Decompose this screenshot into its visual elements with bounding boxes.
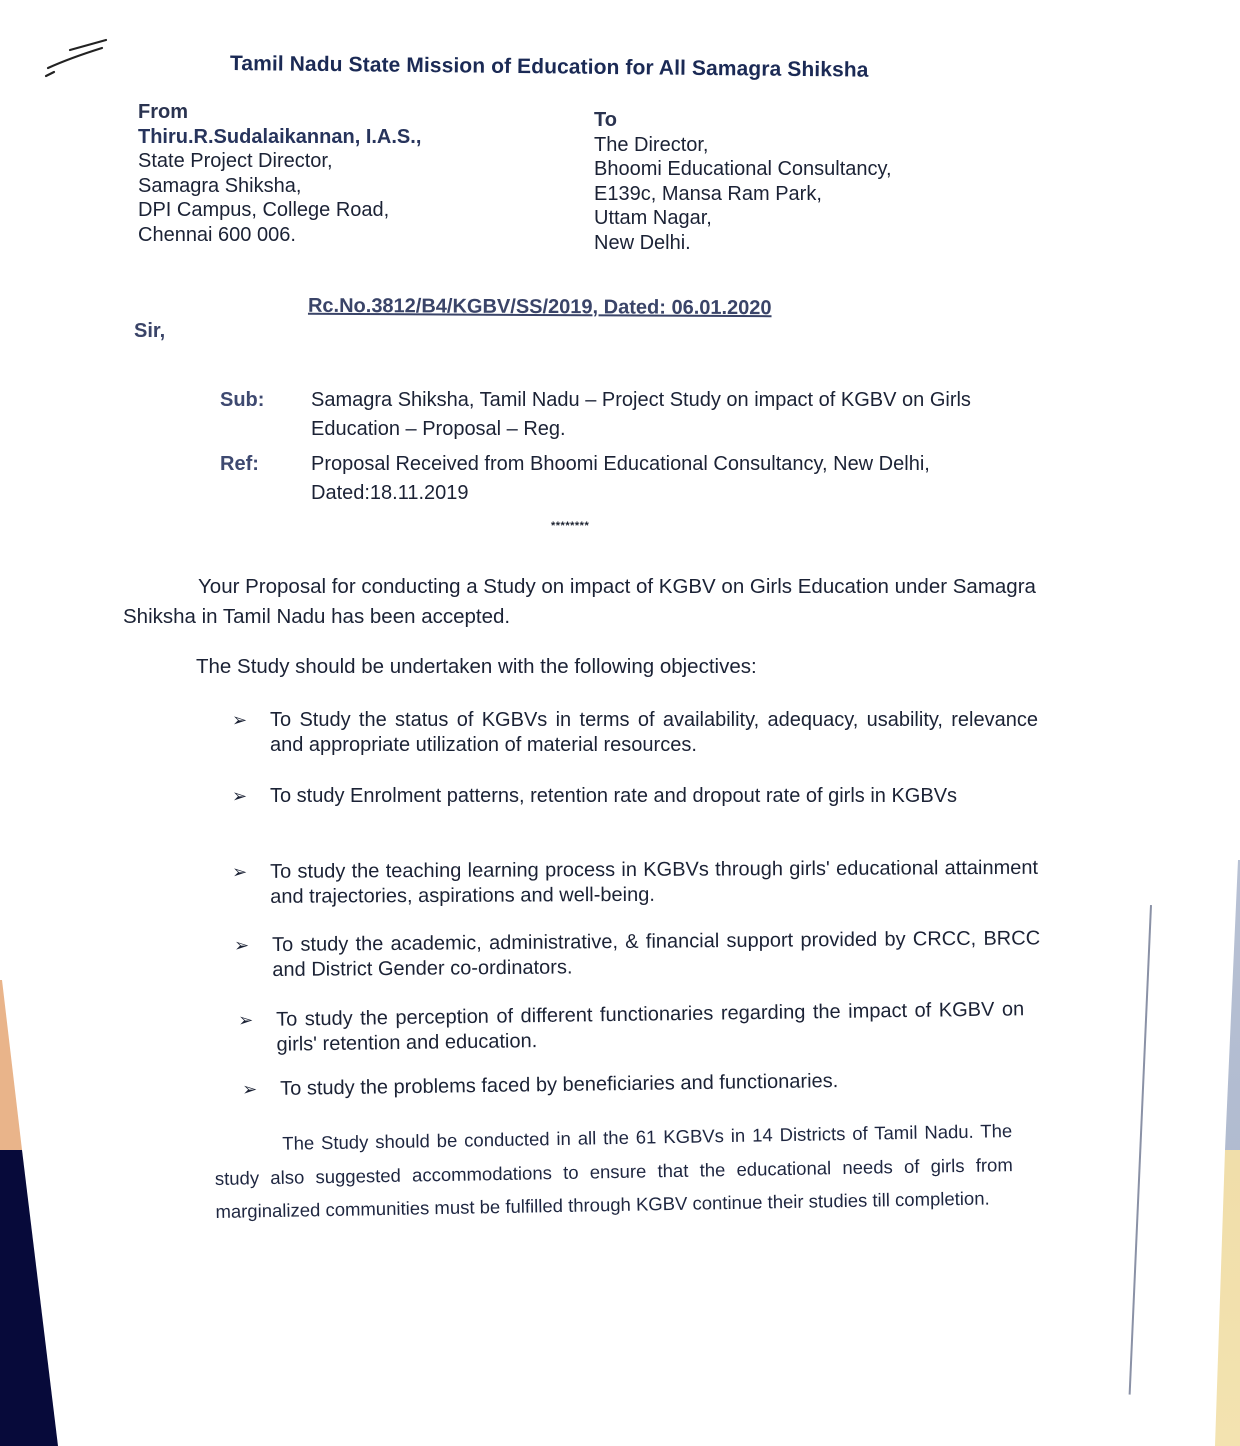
to-line: New Delhi. — [594, 231, 691, 254]
reference-label: Ref: — [220, 453, 259, 475]
from-line: Samagra Shiksha, — [138, 174, 302, 197]
body-paragraph-scope: The Study should be conducted in all the 61 KGBVs in 14 Districts of Tamil Nadu. The study also suggested accommodations to ensure that the educational needs of girls from marginalized communities must be fulfilled through KGBV continue their studies till completion. — [214, 1120, 1013, 1222]
to-line: The Director, — [594, 133, 709, 156]
objective-item — [242, 1067, 1012, 1100]
arrow-bullet-icon: ➢ — [232, 861, 248, 883]
objective-text: To study the perception of different functionaries regarding the impact of KGBV on girls' retention and education. — [276, 998, 1025, 1056]
objective-text: To study the teaching learning process in KGBVs through girls' educational attainment and trajectories, aspirations and well-being. — [270, 856, 1039, 908]
arrow-bullet-icon: ➢ — [232, 786, 248, 806]
from-line: State Project Director, — [138, 150, 333, 172]
reference-text: Proposal Received from Bhoomi Educational Consultancy, New Delhi, Dated:18.11.2019 — [311, 453, 930, 504]
to-line: Uttam Nagar, — [594, 207, 712, 229]
body-paragraph-acceptance: Your Proposal for conducting a Study on impact of KGBV on Girls Education under Samagra Shiksha in Tamil Nadu has been accepted. — [123, 575, 1036, 628]
arrow-bullet-icon: ➢ — [232, 710, 248, 730]
objective-item — [238, 998, 1025, 1056]
from-line: Thiru.R.Sudalaikannan, I.A.S., — [138, 125, 422, 148]
from-address-block — [138, 100, 421, 247]
salutation: Sir, — [134, 320, 166, 342]
arrow-bullet-icon: ➢ — [234, 935, 250, 956]
subject-text: Samagra Shiksha, Tamil Nadu – Project Study on impact of KGBV on Girls Education – Proposal – Reg. — [311, 389, 971, 440]
from-label: From — [138, 101, 188, 123]
to-line: E139c, Mansa Ram Park, — [594, 182, 822, 205]
objective-text: To study the problems faced by beneficiaries and functionaries. — [280, 1070, 839, 1100]
body-paragraph-objectives-intro: The Study should be undertaken with the following objectives: — [196, 655, 757, 678]
subject-label: Sub: — [220, 389, 265, 411]
from-line: Chennai 600 006. — [138, 223, 296, 246]
to-address-block — [594, 108, 892, 255]
to-line: Bhoomi Educational Consultancy, — [594, 158, 892, 180]
objective-text: To Study the status of KGBVs in terms of availability, adequacy, usability, relevance and appropriate utilization of material resources. — [270, 709, 1038, 756]
arrow-bullet-icon: ➢ — [238, 1010, 254, 1031]
letterhead-title: Tamil Nadu State Mission of Education for All Samagra Shiksha — [229, 52, 869, 82]
to-label: To — [594, 109, 617, 131]
objective-item — [232, 856, 1039, 908]
objective-text: To study Enrolment patterns, retention rate and dropout rate of girls in KGBVs — [270, 785, 958, 807]
reference-number: Rc.No.3812/B4/KGBV/SS/2019, Dated: 06.01.2020 — [307, 294, 772, 320]
separator-stars: ******** — [551, 520, 590, 532]
objective-item — [234, 927, 1041, 982]
arrow-bullet-icon: ➢ — [242, 1079, 258, 1100]
objective-text: To study the academic, administrative, & financial support provided by CRCC, BRCC and District Gender co-ordinators. — [272, 927, 1041, 982]
from-line: DPI Campus, College Road, — [138, 199, 390, 221]
